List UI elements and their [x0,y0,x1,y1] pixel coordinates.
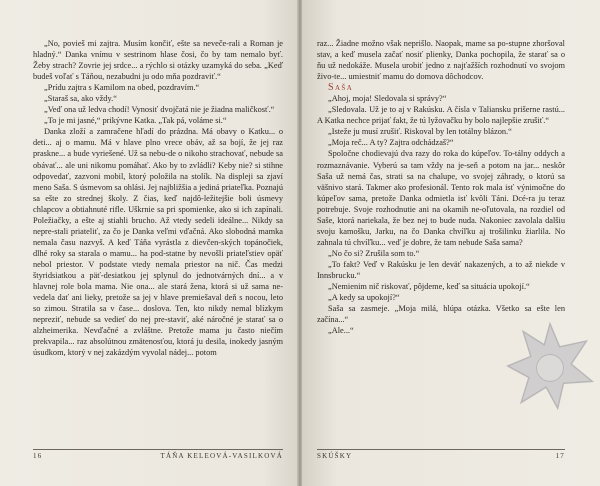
paragraph: Spoločne chodievajú dva razy do roka do kúpeľov. To-tálny oddych a rozmaznávanie. Vyberú sa tam vždy na je-seň a potom na jar... neskôr Saša už nemá čas, strati sa na chalupe, vo svojej záhrady, o ktorú sa väšnivo stará. Takmer ako profesionál. Tento rok mala isť výnimočne do kúpeľov sama, pretože Danka odmietla isť kvôli Táni. Dcé-ra ju teraz potrebuje. Svoje rozhodnutie ani na okamih ne-oľutovala, na rozdiel od Saše, ktorá nariekala, že bez nej to bude nuda. Nakoniec zavolala dalšiu svoju kamošku, Jarku, na čo Danka chvíľku aj trošilinku žiarlila. No zahnala tú chvíľku... veď je dobre, že tam nebude Saša sama? [317,149,565,247]
paragraph: Danka zloží a zamračene hľadí do prázdna. Má obavy o Katku... o deti... aj o mamu. Má v hlave plno vrece obáv, až sa bojí, že jej raz praskne... a bude vyriešené. Už sa nebu-de o nikoho strachovať, nebude sa obávať... ale uni nikomu pomáhať. Ako by to zvládli? Keby nie? si stihne odpovedať, zazvoni mobil, ktorý položila na stolík. Na displeji sa zjaví meno Saša. S úsmevom sa ohlási. Jej najbližšia a jediná priateľka. Poznajú sa ešte zo strednej školy. Z čias, keď najdô-ležitejšie boli úsmevy chlapcov a obtiahnuté rifle. Uškrnie sa pri spomienke, ako si ich zapínali. Poležiačky, a ešte aj stiahli brucho. Až vtedy sedeli ideálne... Nikdy sa nepre-stali priateliť, za čo je Danka veľmi vďačná. Ako slobodná mamka nemala času nazvyš. A keď Táňa vyrástla z dievčen-ských topánočiek, dlhé roky sa starala o mamu... ha pod-statne by nevošli priateľstiev opäť nebol priestor. V podstate vtedy nemala priestor na nič. Čas medzi štyridsiatkou a päť-desiatkou jej splynul do jednotvárných dní... a v hlavnej role bola mama. Nie ona... ale stará žena, ktorá si už sama ne-vedela dať ani lieky, pretože sa jej v hlave premiešaval deň s nocou, leto so zimou. Stratila sa v čase... doslova. Ten, kto nikdy nemal blízkym nepreziť, nebude sa vedieť do nej pre-staviť, aké náročné je starať sa o alzheimerika. Nevďačné a zvláštne. Pretože mama ju často niečím prekvapila... raz absolútnou zmätenosťou, ktorá ju desila, inokedy jasným úsudkom, ktorý v nej zakázdým vyvolal nádej... potom [33,127,283,358]
paragraph: raz... Žiadne možno však neprišlo. Naopak, mame sa po-stupne zhoršoval stav, a keď musela začať nosiť plienky, Danka pochopila, že starať sa o ňu už nedokáže. Musela urobiť jedno z najťažších rozhodnutí vo svojom živo-te... umiestniť mamu do domova dôchodcov. [317,39,565,82]
right-page-text [317,38,565,336]
paragraph: „Moja reč... A ty? Zajtra odchádzaš?“ [328,138,454,148]
left-folio [33,449,283,460]
running-head-author: TÁŇA KELEOVÁ-VASILKOVÁ [160,452,283,460]
paragraph: „No, povieš mi zajtra. Musím končiť, ešte sa neveče-rali a Roman je hladný.“ Danka vnímu v sestrinom hlase čosi, čo by tam nemalo byť. Žeby strach? Zovrie jej srdce... a rýchlo si otázky uzamyká do seba. „Keď budeš voľať s Táňou, nezabudni ju odo mňa pozdraviť.“ [33,39,283,82]
paragraph: „Sledovala. Už je to aj v Rakúsku. A čísla v Taliansku prišerne rastú... A Katka nechce prijať fakt, že tú lyžovačku by bolo najlepšie zrušiť.“ [317,105,565,126]
library-stamp-icon [502,318,598,414]
right-page [302,0,600,486]
left-page [0,0,298,486]
left-page-text [33,38,283,358]
page-number-right: 17 [555,452,565,460]
section-title: Saša [328,82,354,94]
paragraph: „Veď ona už ledva chodí! Vynosiť dvojčatá nie je žiadna maličkosť.“ [44,105,275,115]
paragraph: „Isteže ju musí zrušiť. Riskoval by len totálny blázon.“ [328,127,512,137]
paragraph: „Staraš sa, ako vždy.“ [44,94,117,104]
paragraph: „Nemienim nič riskovať, pôjdeme, keď sa situácia upokojí.“ [328,282,530,292]
paragraph: Saša sa zasmeje. „Moja milá, hlúpa otázka. Všetko sa ešte len začína...“ [317,304,565,325]
paragraph: „A kedy sa upokojí?“ [328,293,400,303]
paragraph: „No čo si? Zrušila som to.“ [328,248,420,258]
paragraph: „To fakt? Veď v Rakúsku je len deväť nakazených, a to až niekde v Innsbrucku.“ [317,259,565,280]
running-head-title: SKÚŠKY [317,452,353,460]
paragraph: „To je mi jasné,“ prikývne Katka. „Tak pá, voláme si.“ [44,116,227,126]
right-folio [317,449,565,460]
paragraph: „Ale...“ [328,326,354,336]
paragraph: „Ahoj, moja! Sledovala si správy?“ [328,94,447,104]
page-number-left: 16 [33,452,43,460]
paragraph: „Prídu zajtra s Kamilom na obed, pozdravím.“ [44,83,200,93]
